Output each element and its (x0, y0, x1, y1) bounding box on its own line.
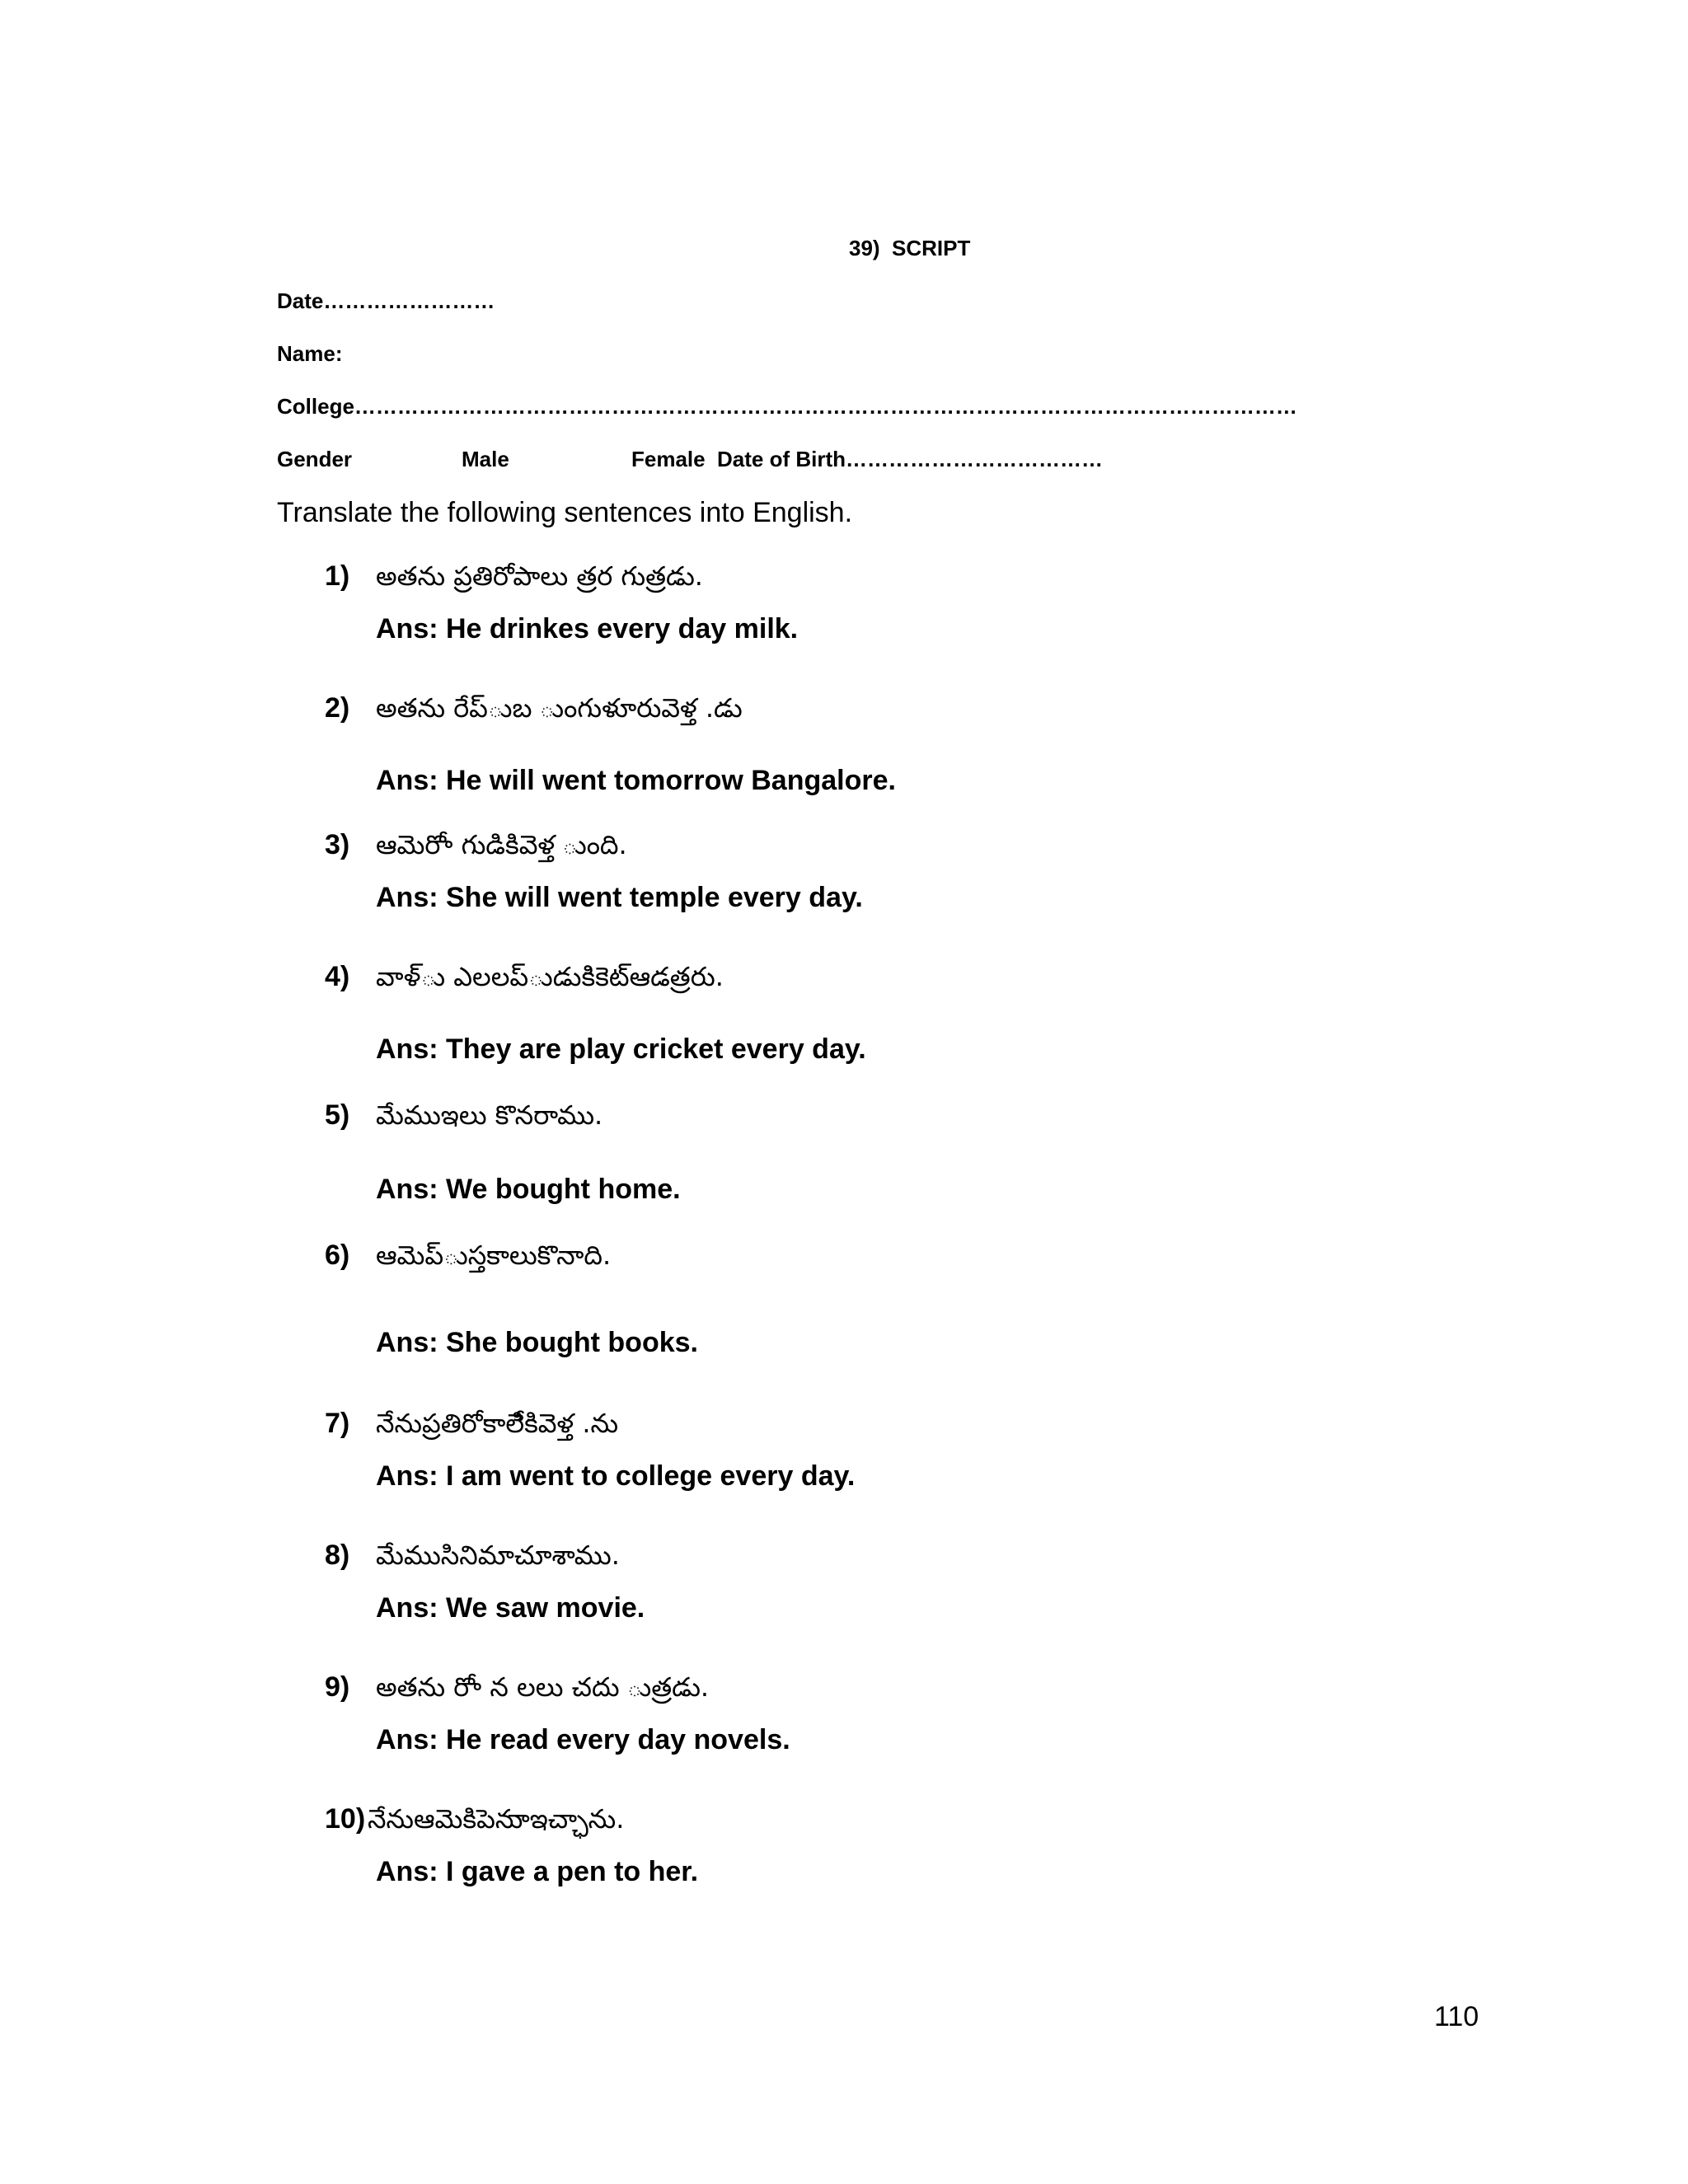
question-number: 10) (325, 1803, 366, 1835)
male-option: Male (462, 447, 509, 471)
answer-text: Ans: They are play cricket every day. (376, 1033, 866, 1065)
answer-text: Ans: She will went temple every day. (376, 882, 863, 913)
answer-text: Ans: He drinkes every day milk. (376, 613, 799, 644)
question-number: 9) (325, 1671, 350, 1703)
answer-text: Ans: He will went tomorrow Bangalore. (376, 765, 896, 796)
question-number: 5) (325, 1099, 350, 1131)
college-field: College…………………………………………………………………………………………………………………… (277, 394, 1297, 419)
date-field: Date…………………… (277, 288, 495, 313)
question-number: 2) (325, 692, 350, 724)
question-text: అతను ప్రతిరోపాలు త్రర గుత్రడు. (376, 560, 703, 592)
answer-text: Ans: We bought home. (376, 1174, 681, 1205)
question-text: వాళ్ు ఎలలప్ుడుకిికెట్ఆడత్రరు. (376, 961, 724, 992)
name-field: Name: (277, 341, 343, 366)
date-of-birth-field: Date of Birth……………………………… (717, 447, 1103, 471)
female-option: Female (631, 447, 706, 471)
question-number: 8) (325, 1540, 350, 1571)
gender-dob-row (277, 447, 1184, 476)
answer-text: Ans: I gave a pen to her. (376, 1856, 699, 1887)
page-title: 39) SCRIPT (849, 236, 971, 260)
question-number: 7) (325, 1408, 350, 1439)
gender-label: Gender (277, 447, 353, 471)
answer-text: Ans: He read every day novels. (376, 1724, 790, 1755)
question-number: 4) (325, 961, 350, 992)
question-text: నేనుప్రతిరోకాలేికివెళ్త .ను (376, 1408, 619, 1439)
instruction-text: Translate the following sentences into English. (277, 497, 853, 528)
question-text: ఆమెప్ుస్తకాలుకొనాది. (376, 1240, 612, 1271)
question-text: మేముసినిమాచూశాము. (376, 1540, 620, 1571)
question-text: మేముఇలు కొనరాము. (376, 1099, 603, 1131)
question-number: 3) (325, 829, 350, 860)
question-text: అతను రోా న లలు చదు ుత్రడు. (376, 1671, 710, 1703)
question-text: నేనుఆమెకిపెనుాఇచ్ఛాను. (368, 1803, 625, 1835)
question-number: 1) (325, 560, 350, 592)
answer-text: Ans: We saw movie. (376, 1592, 645, 1624)
answer-text: Ans: She bought books. (376, 1327, 698, 1358)
question-text: ఆమెరోా గుడికివెళ్త ుంది. (376, 829, 627, 860)
question-text: అతను రేప్ుబ ుంగుళూరువెళ్త .డు (376, 692, 743, 724)
question-number: 6) (325, 1240, 350, 1271)
page-number: 110 (1434, 2001, 1479, 2032)
answer-text: Ans: I am went to college every day. (376, 1460, 856, 1492)
